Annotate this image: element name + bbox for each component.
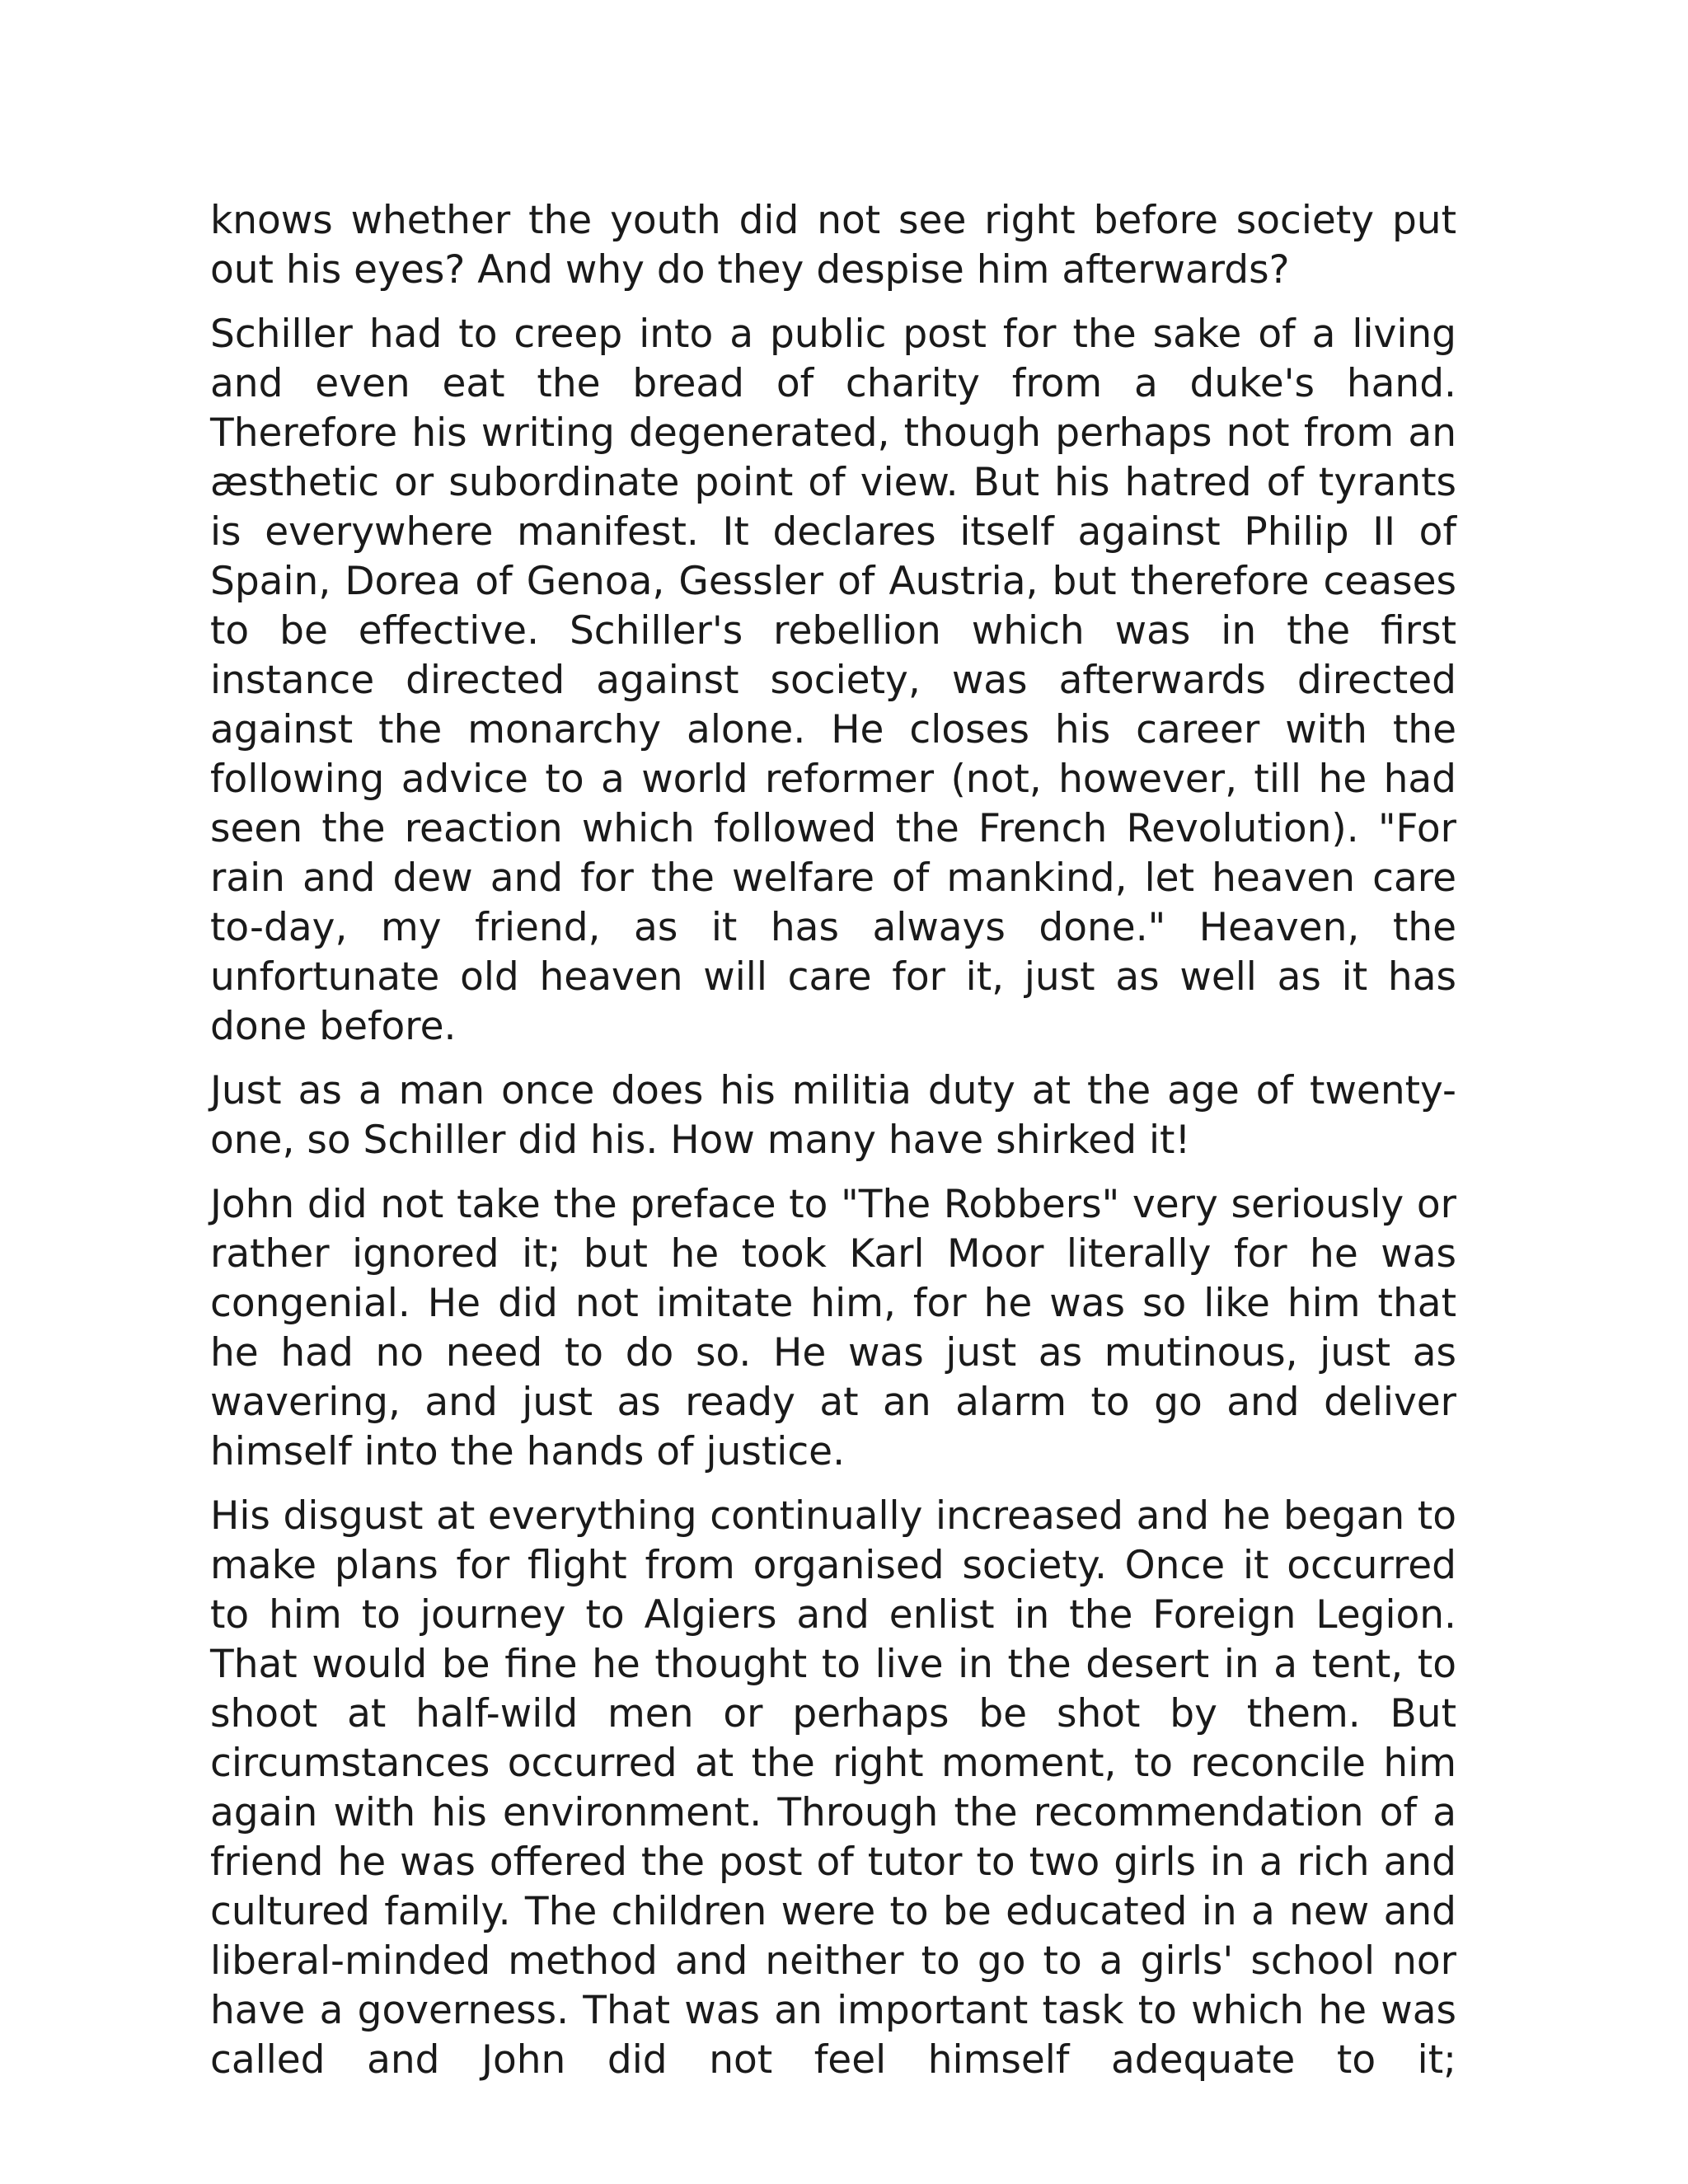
paragraph-1: knows whether the youth did not see right before society put out his eyes? And why do they despise him afterwards? — [210, 198, 1456, 293]
paragraph-3: Just as a man once does his militia duty at the age of twenty-one, so Schiller did his. How many have shirked it! — [210, 1068, 1456, 1163]
paragraph-2: Schiller had to creep into a public post for the sake of a living and even eat the bread of charity from a duke's hand. Therefore his writing degenerated, though perhaps not from an æsthetic or subordinate point of view. But his hatred of tyrants is everywhere manifest. It declares itself against Philip II of Spain, Dorea of Genoa, Gessler of Austria, but therefore ceases to be effective. Schiller's rebellion which was in the first instance directed against society, was afterwards directed against the monarchy alone. He closes his career with the following advice to a world reformer (not, however, till he had seen the reaction which followed the French Revolution). "For rain and dew and for the welfare of mankind, let heaven care to-day, my friend, as it has always done." Heaven, the unfortunate old heaven will care for it, just as well as it has done before. — [210, 312, 1456, 1049]
page-body — [210, 196, 1456, 2100]
paragraph-5: His disgust at everything continually increased and he began to make plans for flight from organised society. Once it occurred to him to journey to Algiers and enlist in the Foreign Legion. That would be fine he thought to live in the desert in a tent, to shoot at half-wild men or perhaps be shot by them. But circumstances occurred at the right moment, to reconcile him again with his environment. Through the recommendation of a friend he was offered the post of tutor to two girls in a rich and cultured family. The children were to be educated in a new and liberal-minded method and neither to go to a girls' school nor have a governess. That was an important task to which he was called and John did not feel himself adequate to it; — [210, 1493, 1456, 2083]
paragraph-4: John did not take the preface to "The Robbers" very seriously or rather ignored it; but he took Karl Moor literally for he was congenial. He did not imitate him, for he was so like him that he had no need to do so. He was just as mutinous, just as wavering, and just as ready at an alarm to go and deliver himself into the hands of justice. — [210, 1182, 1456, 1474]
